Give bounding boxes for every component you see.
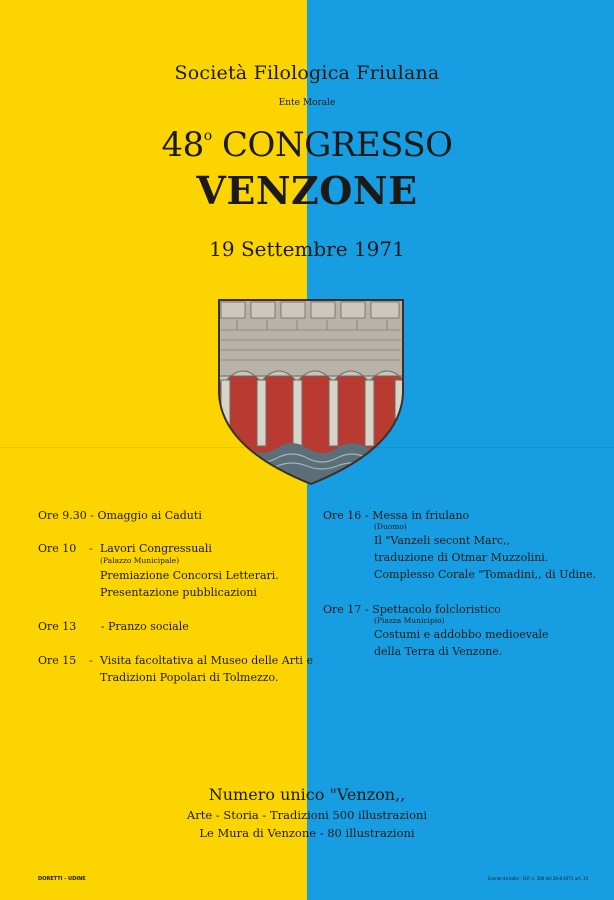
schedule-dash: - bbox=[89, 542, 93, 555]
schedule-item bbox=[38, 618, 189, 635]
schedule-location: (Piazza Municipio) bbox=[374, 616, 445, 625]
schedule-dash: - bbox=[89, 654, 93, 667]
schedule-item bbox=[38, 507, 202, 524]
town-title: VENZONE bbox=[196, 168, 418, 213]
event-date: 19 Settembre 1971 bbox=[209, 237, 405, 261]
schedule-location: (Duomo) bbox=[374, 522, 407, 531]
schedule-time: Ore 13 bbox=[38, 620, 77, 633]
schedule-text: Presentazione pubblicazioni bbox=[100, 586, 257, 599]
schedule-time: Ore 15 bbox=[38, 654, 77, 667]
publication-line: Le Mura di Venzone - 80 illustrazioni bbox=[199, 826, 415, 840]
schedule-text: Lavori Congressuali bbox=[100, 542, 212, 555]
schedule-text: traduzione di Otmar Muzzolini. bbox=[374, 551, 549, 564]
schedule-time: Ore 16 bbox=[323, 509, 362, 522]
congress-number: 48 bbox=[161, 125, 204, 165]
schedule-text: - Messa in friulano bbox=[365, 509, 470, 522]
schedule-text: Il "Vanzeli secont Marc,, bbox=[374, 534, 511, 547]
tax-note: Esente da bollo - D.P. n. 300 del 26-8-1971 art. 15 bbox=[488, 876, 589, 881]
coat-of-arms-icon bbox=[217, 298, 405, 486]
publication-title: Numero unico "Venzon,, bbox=[208, 785, 406, 804]
schedule-time: Ore 17 bbox=[323, 603, 362, 616]
schedule-location: (Palazzo Municipale) bbox=[100, 556, 180, 565]
society-name: Società Filologica Friulana bbox=[174, 62, 440, 84]
printer-credit: DORETTI - UDINE bbox=[38, 876, 86, 882]
schedule-text: Visita facoltativa al Museo delle Arti e bbox=[100, 654, 313, 667]
schedule-text: - Spettacolo folcloristico bbox=[365, 603, 501, 616]
schedule-text: Tradizioni Popolari di Tolmezzo. bbox=[100, 671, 279, 684]
schedule-text: Complesso Corale "Tomadini,, di Udine. bbox=[374, 568, 597, 581]
congress-ordinal: o bbox=[203, 127, 212, 144]
ente-morale: Ente Morale bbox=[278, 98, 336, 108]
schedule-text: - Pranzo sociale bbox=[100, 620, 189, 633]
schedule-time: Ore 10 bbox=[38, 542, 77, 555]
schedule-text: Costumi e addobbo medioevale bbox=[374, 628, 549, 641]
congress-title bbox=[0, 125, 614, 165]
publication-line: Arte - Storia - Tradizioni 500 illustrazioni bbox=[186, 808, 428, 822]
congress-word: CONGRESSO bbox=[221, 125, 453, 165]
schedule-time: Ore 9.30 bbox=[38, 509, 87, 522]
schedule-text: - Omaggio ai Caduti bbox=[90, 509, 202, 522]
schedule-text: della Terra di Venzone. bbox=[374, 645, 503, 658]
schedule-text: Premiazione Concorsi Letterari. bbox=[100, 569, 279, 582]
